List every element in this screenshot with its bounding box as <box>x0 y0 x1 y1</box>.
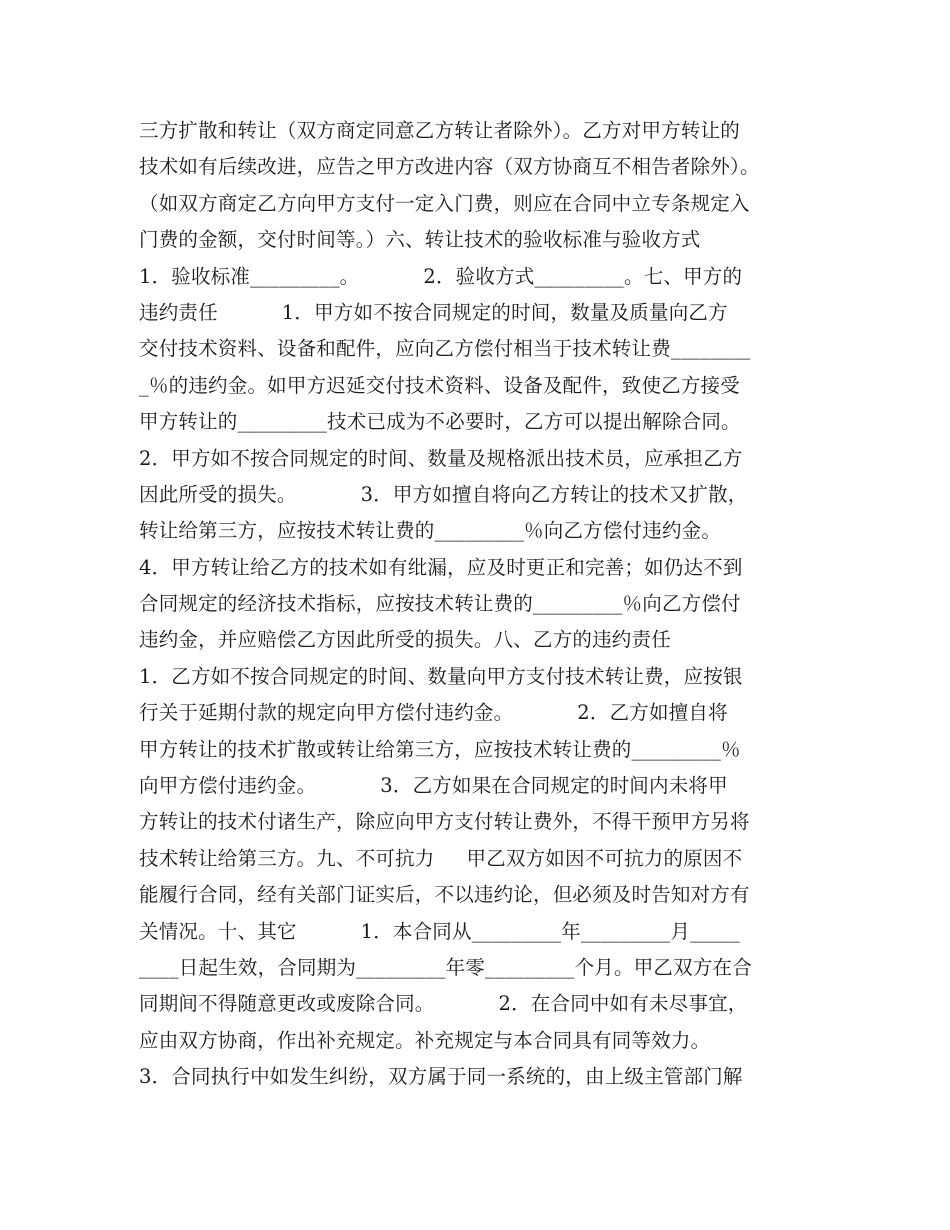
contract-body-text <box>139 113 819 1096</box>
text-line: 技术如有后续改进，应告之甲方改进内容（双方协商互不相告者除外）。 <box>139 155 760 179</box>
text-line: 应由双方协商，作出补充规定。补充规定与本合同具有同等效力。 <box>139 1028 711 1052</box>
text-line: 能履行合同，经有关部门证实后，不以违约论，但必须及时告知对方有 <box>139 883 750 907</box>
text-line: 向甲方偿付违约金。 3．乙方如果在合同规定的时间内未将甲 <box>139 774 728 798</box>
text-line: 关情况。十、其它 1．本合同从_________年_________月_____ <box>139 919 740 943</box>
text-line: 三方扩散和转让（双方商定同意乙方转让者除外）。乙方对甲方转让的 <box>139 119 740 142</box>
text-line: 同期间不得随意更改或废除合同。 2．在合同中如有未尽事宜， <box>139 992 748 1016</box>
text-line: 方转让的技术付诸生产，除应向甲方支付转让费外，不得干预甲方另将 <box>139 810 750 834</box>
text-line: 交付技术资料、设备和配件，应向乙方偿付相当于技术转让费________ <box>139 337 751 361</box>
text-line: （如双方商定乙方向甲方支付一定入门费，则应在合同中立专条规定入 <box>139 191 750 215</box>
text-line: 2．甲方如不按合同规定的时间、数量及规格派出技术员，应承担乙方 <box>139 446 743 470</box>
text-line: 因此所受的损失。 3．甲方如擅自将向乙方转让的技术又扩散， <box>139 482 748 506</box>
text-line: 1．验收标准_________。 2．验收方式_________。七、甲方的 <box>139 264 743 288</box>
text-line: 甲方转让的_________技术已成为不必要时，乙方可以提出解除合同。 <box>139 410 741 434</box>
text-line: 转让给第三方，应按技术转让费的_________％向乙方偿付违约金。 <box>139 519 722 543</box>
text-line: 行关于延期付款的规定向甲方偿付违约金。 2．乙方如擅自将 <box>139 701 728 725</box>
text-line: 违约责任 1．甲方如不按合同规定的时间，数量及质量向乙方 <box>139 300 728 324</box>
text-line: ____日起生效，合同期为_________年零_________个月。甲乙双方在合 <box>139 955 752 979</box>
text-line: 4．甲方转让给乙方的技术如有纰漏，应及时更正和完善；如仍达不到 <box>139 555 743 579</box>
text-line: 技术转让给第三方。九、不可抗力 甲乙双方如因不可抗力的原因不 <box>139 846 743 870</box>
text-line: 甲方转让的技术扩散或转让给第三方，应按技术转让费的_________％ <box>139 737 741 761</box>
text-line: 1．乙方如不按合同规定的时间、数量向甲方支付技术转让费，应按银 <box>139 664 743 688</box>
text-line: 3．合同执行中如发生纠纷，双方属于同一系统的，由上级主管部门解 <box>139 1065 743 1089</box>
text-line: 违约金，并应赔偿乙方因此所受的损失。八、乙方的违约责任 <box>139 628 671 652</box>
text-line: _％的违约金。如甲方迟延交付技术资料、设备及配件，致使乙方接受 <box>139 373 740 397</box>
text-line: 合同规定的经济技术指标，应按技术转让费的_________％向乙方偿付 <box>139 592 741 616</box>
text-line: 门费的金额，交付时间等。）六、转让技术的验收标准与验收方式 <box>139 228 701 252</box>
